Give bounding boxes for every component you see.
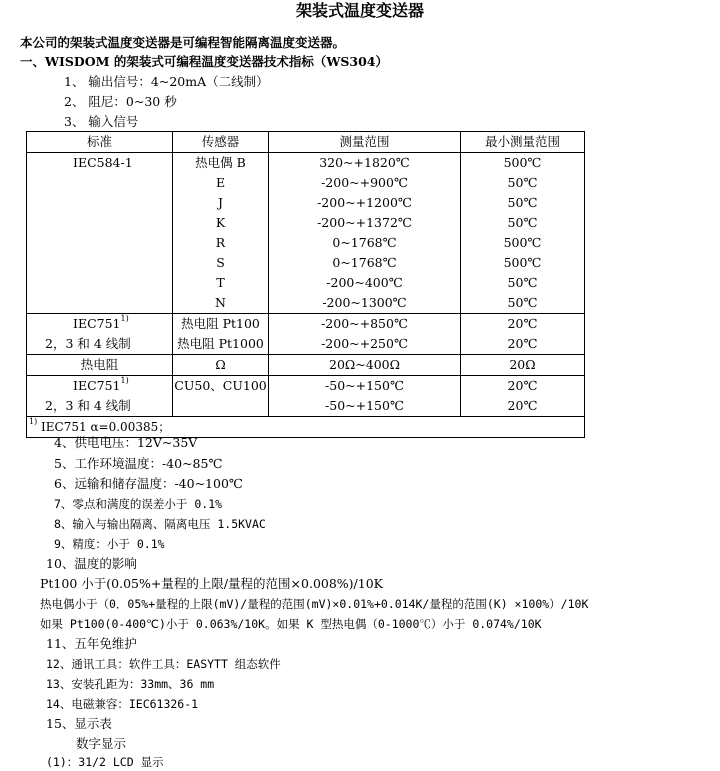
spec-item: 1、 输出信号：4~20mA（二线制） <box>64 74 269 89</box>
spec-item: 5、工作环境温度：-40~85℃ <box>54 456 223 471</box>
influence-line: 如果 Pt100(0-400℃)小于 0.063%/10K。如果 K 型热电偶（0-1000℃）小于 0.074%/10K <box>40 617 542 631</box>
sensor-cell: E <box>173 173 269 193</box>
min-range-cell: 20℃ <box>461 376 585 397</box>
std-cell: 2，3 和 4 线制 <box>27 334 173 355</box>
range-cell: 20Ω~400Ω <box>269 355 461 376</box>
spec-item: 13、安装孔距为：33mm、36 mm <box>46 677 215 691</box>
std-cell <box>27 193 173 213</box>
table-row <box>27 293 585 314</box>
range-cell: 320~+1820℃ <box>269 153 461 174</box>
table-row <box>27 193 585 213</box>
std-cell <box>27 233 173 253</box>
range-cell: 0~1768℃ <box>269 253 461 273</box>
min-range-cell: 500℃ <box>461 253 585 273</box>
sensor-cell: CU50、CU100 <box>173 376 269 397</box>
range-cell: -200~400℃ <box>269 273 461 293</box>
spec-item: 6、远输和储存温度：-40~100℃ <box>54 476 243 491</box>
std-cell <box>27 273 173 293</box>
intro-text: 本公司的架装式温度变送器是可编程智能隔离温度变送器。 <box>20 35 346 50</box>
spec-item: 8、输入与输出隔离、隔离电压 1.5KVAC <box>54 517 266 531</box>
table-row <box>27 173 585 193</box>
page-title: 架装式温度变送器 <box>295 1 424 20</box>
range-cell: -200~+1372℃ <box>269 213 461 233</box>
range-cell: -200~+1200℃ <box>269 193 461 213</box>
table-row <box>27 376 585 397</box>
input-signal-table <box>26 131 585 438</box>
column-header: 标准 <box>27 132 173 153</box>
section-heading: 一、WISDOM 的架装式可编程温度变送器技术指标（WS304） <box>20 54 388 69</box>
spec-item: 15、显示表 <box>46 716 112 731</box>
sensor-cell: J <box>173 193 269 213</box>
table-row <box>27 334 585 355</box>
sensor-cell: K <box>173 213 269 233</box>
spec-item: 10、温度的影响 <box>46 556 137 571</box>
column-header: 最小测量范围 <box>461 132 585 153</box>
range-cell: -200~+850℃ <box>269 314 461 335</box>
sensor-cell: 热电阻 Pt100 <box>173 314 269 335</box>
spec-item: 4、供电电压：12V~35V <box>54 435 198 450</box>
table-row <box>27 213 585 233</box>
min-range-cell: 20℃ <box>461 314 585 335</box>
display-subitem: (1)：31/2 LCD 显示 <box>46 755 164 769</box>
sensor-cell: R <box>173 233 269 253</box>
column-header: 测量范围 <box>269 132 461 153</box>
sensor-cell: N <box>173 293 269 314</box>
table-note: $^{1)}$ IEC751 α=0.00385； <box>27 417 585 438</box>
std-cell <box>27 253 173 273</box>
min-range-cell: 50℃ <box>461 173 585 193</box>
sensor-cell: T <box>173 273 269 293</box>
column-header: 传感器 <box>173 132 269 153</box>
table-header-row <box>27 132 585 153</box>
std-cell: IEC584-1 <box>27 153 173 174</box>
min-range-cell: 20℃ <box>461 334 585 355</box>
range-cell: -200~+900℃ <box>269 173 461 193</box>
min-range-cell: 50℃ <box>461 213 585 233</box>
spec-item: 2、 阻尼：0~30 秒 <box>64 94 177 109</box>
influence-line: 热电偶小于（0．05%+量程的上限(mV)/量程的范围(mV)×0.01%+0.014K/量程的范围(K) ×100%）/10K <box>40 597 589 611</box>
table-row <box>27 233 585 253</box>
min-range-cell: 20℃ <box>461 396 585 417</box>
std-cell <box>27 293 173 314</box>
min-range-cell: 20Ω <box>461 355 585 376</box>
sensor-cell: Ω <box>173 355 269 376</box>
spec-item: 3、 输入信号 <box>64 114 139 129</box>
spec-item: 14、电磁兼容：IEC61326-1 <box>46 697 199 711</box>
range-cell: -200~1300℃ <box>269 293 461 314</box>
min-range-cell: 50℃ <box>461 193 585 213</box>
sensor-cell: 热电阻 Pt1000 <box>173 334 269 355</box>
display-type: 数字显示 <box>76 736 127 751</box>
sensor-cell <box>173 396 269 417</box>
min-range-cell: 500℃ <box>461 153 585 174</box>
spec-item: 12、通讯工具：软件工具：EASYTT 组态软件 <box>46 657 281 671</box>
min-range-cell: 50℃ <box>461 293 585 314</box>
table-row <box>27 153 585 174</box>
range-cell: -200~+250℃ <box>269 334 461 355</box>
range-cell: -50~+150℃ <box>269 396 461 417</box>
table-row <box>27 273 585 293</box>
table-row <box>27 253 585 273</box>
std-cell: IEC751$^{1)}$ <box>27 376 173 397</box>
range-cell: -50~+150℃ <box>269 376 461 397</box>
sensor-cell: S <box>173 253 269 273</box>
spec-item: 9、精度：小于 0.1% <box>54 537 165 551</box>
std-cell: 2，3 和 4 线制 <box>27 396 173 417</box>
std-cell: 热电阻 <box>27 355 173 376</box>
min-range-cell: 500℃ <box>461 233 585 253</box>
spec-item: 11、五年免维护 <box>46 636 137 651</box>
std-cell <box>27 173 173 193</box>
table-row <box>27 396 585 417</box>
table-row <box>27 314 585 335</box>
range-cell: 0~1768℃ <box>269 233 461 253</box>
table-row <box>27 355 585 376</box>
std-cell <box>27 213 173 233</box>
std-cell: IEC751$^{1)}$ <box>27 314 173 335</box>
min-range-cell: 50℃ <box>461 273 585 293</box>
sensor-cell: 热电偶 B <box>173 153 269 174</box>
spec-item: 7、零点和满度的误差小于 0.1% <box>54 497 223 511</box>
influence-line: Pt100 小于(0.05%+量程的上限/量程的范围×0.008%)/10K <box>40 576 384 591</box>
